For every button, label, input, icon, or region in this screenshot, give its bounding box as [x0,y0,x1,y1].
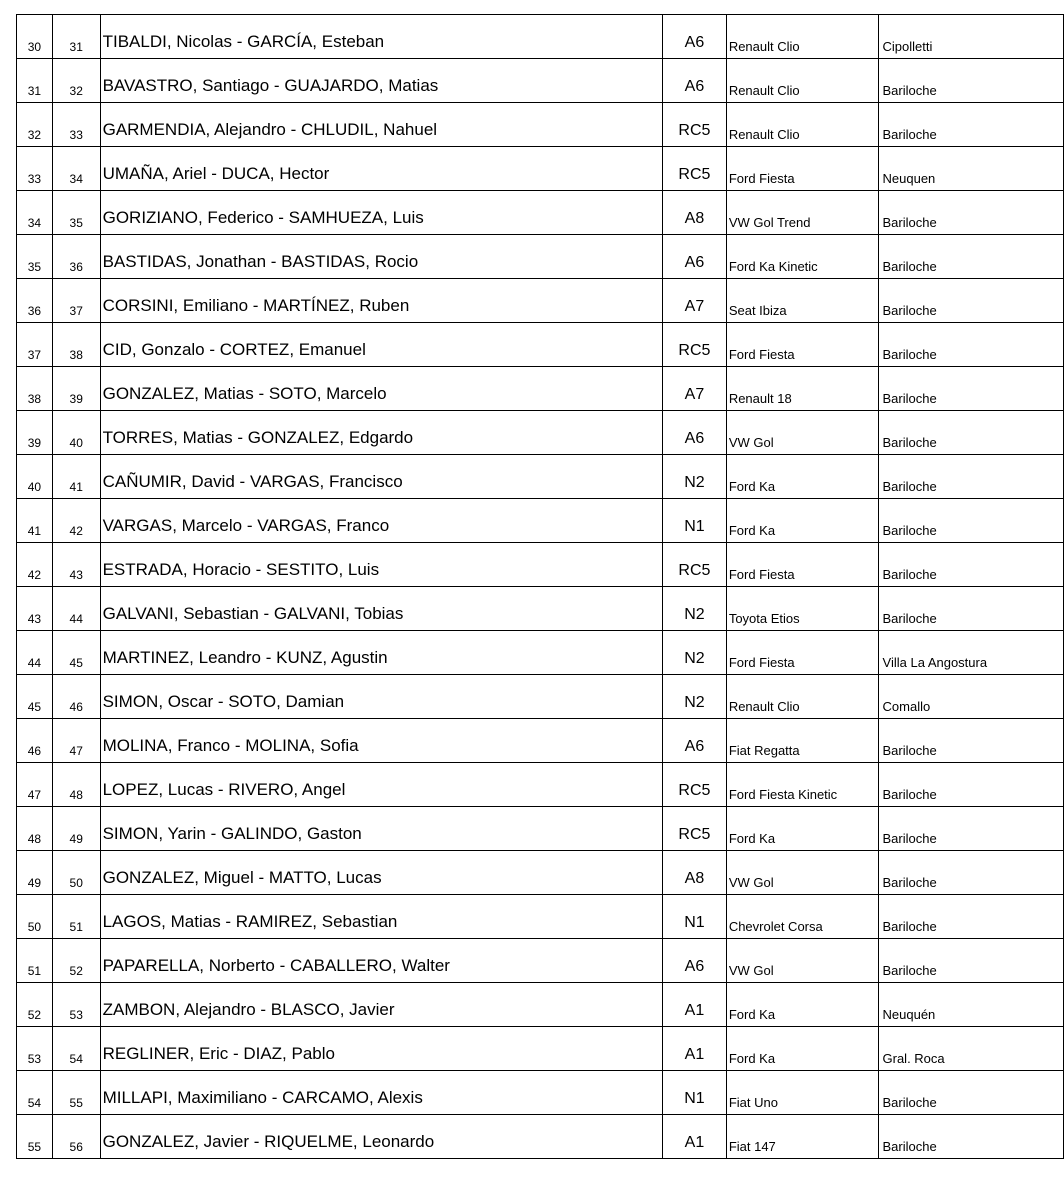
class-cell: A7 [663,367,727,411]
table-row [17,411,1064,455]
crew-cell: PAPARELLA, Norberto - CABALLERO, Walter [100,939,662,983]
class-cell: N2 [663,587,727,631]
car-number-cell: 49 [52,807,100,851]
city-cell: Bariloche [878,719,1063,763]
position-cell: 45 [17,675,53,719]
table-row [17,895,1064,939]
city-cell: Bariloche [878,411,1063,455]
car-number-cell: 31 [52,15,100,59]
entry-list-body [17,15,1064,1159]
car-model-cell: Renault Clio [726,675,878,719]
crew-cell: GARMENDIA, Alejandro - CHLUDIL, Nahuel [100,103,662,147]
position-cell: 41 [17,499,53,543]
car-model-cell: Fiat Uno [726,1071,878,1115]
class-cell: RC5 [663,543,727,587]
table-row [17,807,1064,851]
table-row [17,851,1064,895]
crew-cell: CAÑUMIR, David - VARGAS, Francisco [100,455,662,499]
class-cell: RC5 [663,763,727,807]
position-cell: 50 [17,895,53,939]
class-cell: A6 [663,235,727,279]
car-model-cell: Fiat Regatta [726,719,878,763]
city-cell: Bariloche [878,279,1063,323]
city-cell: Neuquén [878,983,1063,1027]
table-row [17,367,1064,411]
position-cell: 46 [17,719,53,763]
position-cell: 48 [17,807,53,851]
position-cell: 30 [17,15,53,59]
class-cell: A1 [663,983,727,1027]
position-cell: 40 [17,455,53,499]
car-model-cell: Renault 18 [726,367,878,411]
car-model-cell: VW Gol [726,851,878,895]
city-cell: Bariloche [878,323,1063,367]
car-model-cell: Ford Fiesta [726,147,878,191]
crew-cell: REGLINER, Eric - DIAZ, Pablo [100,1027,662,1071]
car-model-cell: Ford Ka Kinetic [726,235,878,279]
city-cell: Bariloche [878,455,1063,499]
car-number-cell: 38 [52,323,100,367]
city-cell: Villa La Angostura [878,631,1063,675]
crew-cell: GALVANI, Sebastian - GALVANI, Tobias [100,587,662,631]
position-cell: 36 [17,279,53,323]
car-number-cell: 39 [52,367,100,411]
position-cell: 55 [17,1115,53,1159]
class-cell: A6 [663,939,727,983]
table-row [17,939,1064,983]
car-number-cell: 33 [52,103,100,147]
class-cell: A6 [663,15,727,59]
crew-cell: GONZALEZ, Javier - RIQUELME, Leonardo [100,1115,662,1159]
crew-cell: LAGOS, Matias - RAMIREZ, Sebastian [100,895,662,939]
car-model-cell: Ford Fiesta [726,323,878,367]
car-number-cell: 54 [52,1027,100,1071]
crew-cell: VARGAS, Marcelo - VARGAS, Franco [100,499,662,543]
position-cell: 49 [17,851,53,895]
table-row [17,1115,1064,1159]
car-model-cell: Ford Ka [726,807,878,851]
car-number-cell: 35 [52,191,100,235]
class-cell: RC5 [663,147,727,191]
crew-cell: SIMON, Oscar - SOTO, Damian [100,675,662,719]
car-number-cell: 52 [52,939,100,983]
car-model-cell: Renault Clio [726,103,878,147]
class-cell: N1 [663,1071,727,1115]
crew-cell: TIBALDI, Nicolas - GARCÍA, Esteban [100,15,662,59]
class-cell: A1 [663,1027,727,1071]
position-cell: 52 [17,983,53,1027]
city-cell: Bariloche [878,367,1063,411]
class-cell: N2 [663,675,727,719]
car-number-cell: 41 [52,455,100,499]
table-row [17,103,1064,147]
table-row [17,1027,1064,1071]
city-cell: Bariloche [878,235,1063,279]
car-model-cell: Fiat 147 [726,1115,878,1159]
crew-cell: CORSINI, Emiliano - MARTÍNEZ, Ruben [100,279,662,323]
crew-cell: GONZALEZ, Matias - SOTO, Marcelo [100,367,662,411]
class-cell: N2 [663,455,727,499]
city-cell: Bariloche [878,1115,1063,1159]
crew-cell: BAVASTRO, Santiago - GUAJARDO, Matias [100,59,662,103]
table-row [17,455,1064,499]
car-number-cell: 56 [52,1115,100,1159]
car-model-cell: VW Gol [726,939,878,983]
city-cell: Cipolletti [878,15,1063,59]
city-cell: Comallo [878,675,1063,719]
table-row [17,235,1064,279]
position-cell: 38 [17,367,53,411]
position-cell: 51 [17,939,53,983]
crew-cell: GONZALEZ, Miguel - MATTO, Lucas [100,851,662,895]
car-number-cell: 36 [52,235,100,279]
table-row [17,499,1064,543]
city-cell: Bariloche [878,191,1063,235]
class-cell: N2 [663,631,727,675]
table-row [17,59,1064,103]
table-row [17,15,1064,59]
class-cell: A7 [663,279,727,323]
car-model-cell: Ford Ka [726,455,878,499]
city-cell: Bariloche [878,895,1063,939]
class-cell: A6 [663,411,727,455]
car-number-cell: 42 [52,499,100,543]
position-cell: 31 [17,59,53,103]
crew-cell: MOLINA, Franco - MOLINA, Sofia [100,719,662,763]
city-cell: Bariloche [878,499,1063,543]
position-cell: 35 [17,235,53,279]
car-model-cell: Seat Ibiza [726,279,878,323]
crew-cell: MARTINEZ, Leandro - KUNZ, Agustin [100,631,662,675]
city-cell: Bariloche [878,103,1063,147]
car-model-cell: Ford Ka [726,1027,878,1071]
car-number-cell: 34 [52,147,100,191]
city-cell: Bariloche [878,851,1063,895]
class-cell: A6 [663,59,727,103]
crew-cell: MILLAPI, Maximiliano - CARCAMO, Alexis [100,1071,662,1115]
car-model-cell: VW Gol [726,411,878,455]
car-number-cell: 37 [52,279,100,323]
class-cell: RC5 [663,323,727,367]
position-cell: 34 [17,191,53,235]
table-row [17,1071,1064,1115]
crew-cell: UMAÑA, Ariel - DUCA, Hector [100,147,662,191]
class-cell: A6 [663,719,727,763]
position-cell: 43 [17,587,53,631]
city-cell: Bariloche [878,59,1063,103]
table-row [17,719,1064,763]
table-row [17,587,1064,631]
car-number-cell: 55 [52,1071,100,1115]
table-row [17,323,1064,367]
entry-list-table [16,14,1064,1159]
car-number-cell: 51 [52,895,100,939]
city-cell: Bariloche [878,587,1063,631]
city-cell: Bariloche [878,1071,1063,1115]
crew-cell: CID, Gonzalo - CORTEZ, Emanuel [100,323,662,367]
table-row [17,631,1064,675]
crew-cell: GORIZIANO, Federico - SAMHUEZA, Luis [100,191,662,235]
crew-cell: ESTRADA, Horacio - SESTITO, Luis [100,543,662,587]
city-cell: Bariloche [878,763,1063,807]
table-row [17,543,1064,587]
car-number-cell: 44 [52,587,100,631]
car-model-cell: Renault Clio [726,15,878,59]
position-cell: 39 [17,411,53,455]
class-cell: N1 [663,499,727,543]
car-model-cell: Ford Fiesta [726,631,878,675]
position-cell: 54 [17,1071,53,1115]
position-cell: 37 [17,323,53,367]
car-number-cell: 43 [52,543,100,587]
car-number-cell: 53 [52,983,100,1027]
table-row [17,279,1064,323]
position-cell: 47 [17,763,53,807]
car-model-cell: Renault Clio [726,59,878,103]
entry-list-sheet [16,14,1064,1159]
table-row [17,675,1064,719]
car-number-cell: 50 [52,851,100,895]
class-cell: RC5 [663,807,727,851]
city-cell: Bariloche [878,543,1063,587]
class-cell: RC5 [663,103,727,147]
position-cell: 44 [17,631,53,675]
car-number-cell: 48 [52,763,100,807]
car-model-cell: VW Gol Trend [726,191,878,235]
car-model-cell: Ford Ka [726,983,878,1027]
car-model-cell: Ford Fiesta [726,543,878,587]
table-row [17,191,1064,235]
class-cell: A8 [663,851,727,895]
class-cell: N1 [663,895,727,939]
table-row [17,983,1064,1027]
city-cell: Neuquen [878,147,1063,191]
car-model-cell: Toyota Etios [726,587,878,631]
car-number-cell: 46 [52,675,100,719]
car-number-cell: 45 [52,631,100,675]
position-cell: 32 [17,103,53,147]
crew-cell: LOPEZ, Lucas - RIVERO, Angel [100,763,662,807]
city-cell: Bariloche [878,939,1063,983]
car-number-cell: 32 [52,59,100,103]
position-cell: 53 [17,1027,53,1071]
crew-cell: SIMON, Yarin - GALINDO, Gaston [100,807,662,851]
car-number-cell: 47 [52,719,100,763]
car-model-cell: Chevrolet Corsa [726,895,878,939]
table-row [17,147,1064,191]
position-cell: 33 [17,147,53,191]
city-cell: Gral. Roca [878,1027,1063,1071]
car-number-cell: 40 [52,411,100,455]
crew-cell: TORRES, Matias - GONZALEZ, Edgardo [100,411,662,455]
car-model-cell: Ford Fiesta Kinetic [726,763,878,807]
class-cell: A1 [663,1115,727,1159]
table-row [17,763,1064,807]
crew-cell: BASTIDAS, Jonathan - BASTIDAS, Rocio [100,235,662,279]
class-cell: A8 [663,191,727,235]
position-cell: 42 [17,543,53,587]
car-model-cell: Ford Ka [726,499,878,543]
crew-cell: ZAMBON, Alejandro - BLASCO, Javier [100,983,662,1027]
city-cell: Bariloche [878,807,1063,851]
